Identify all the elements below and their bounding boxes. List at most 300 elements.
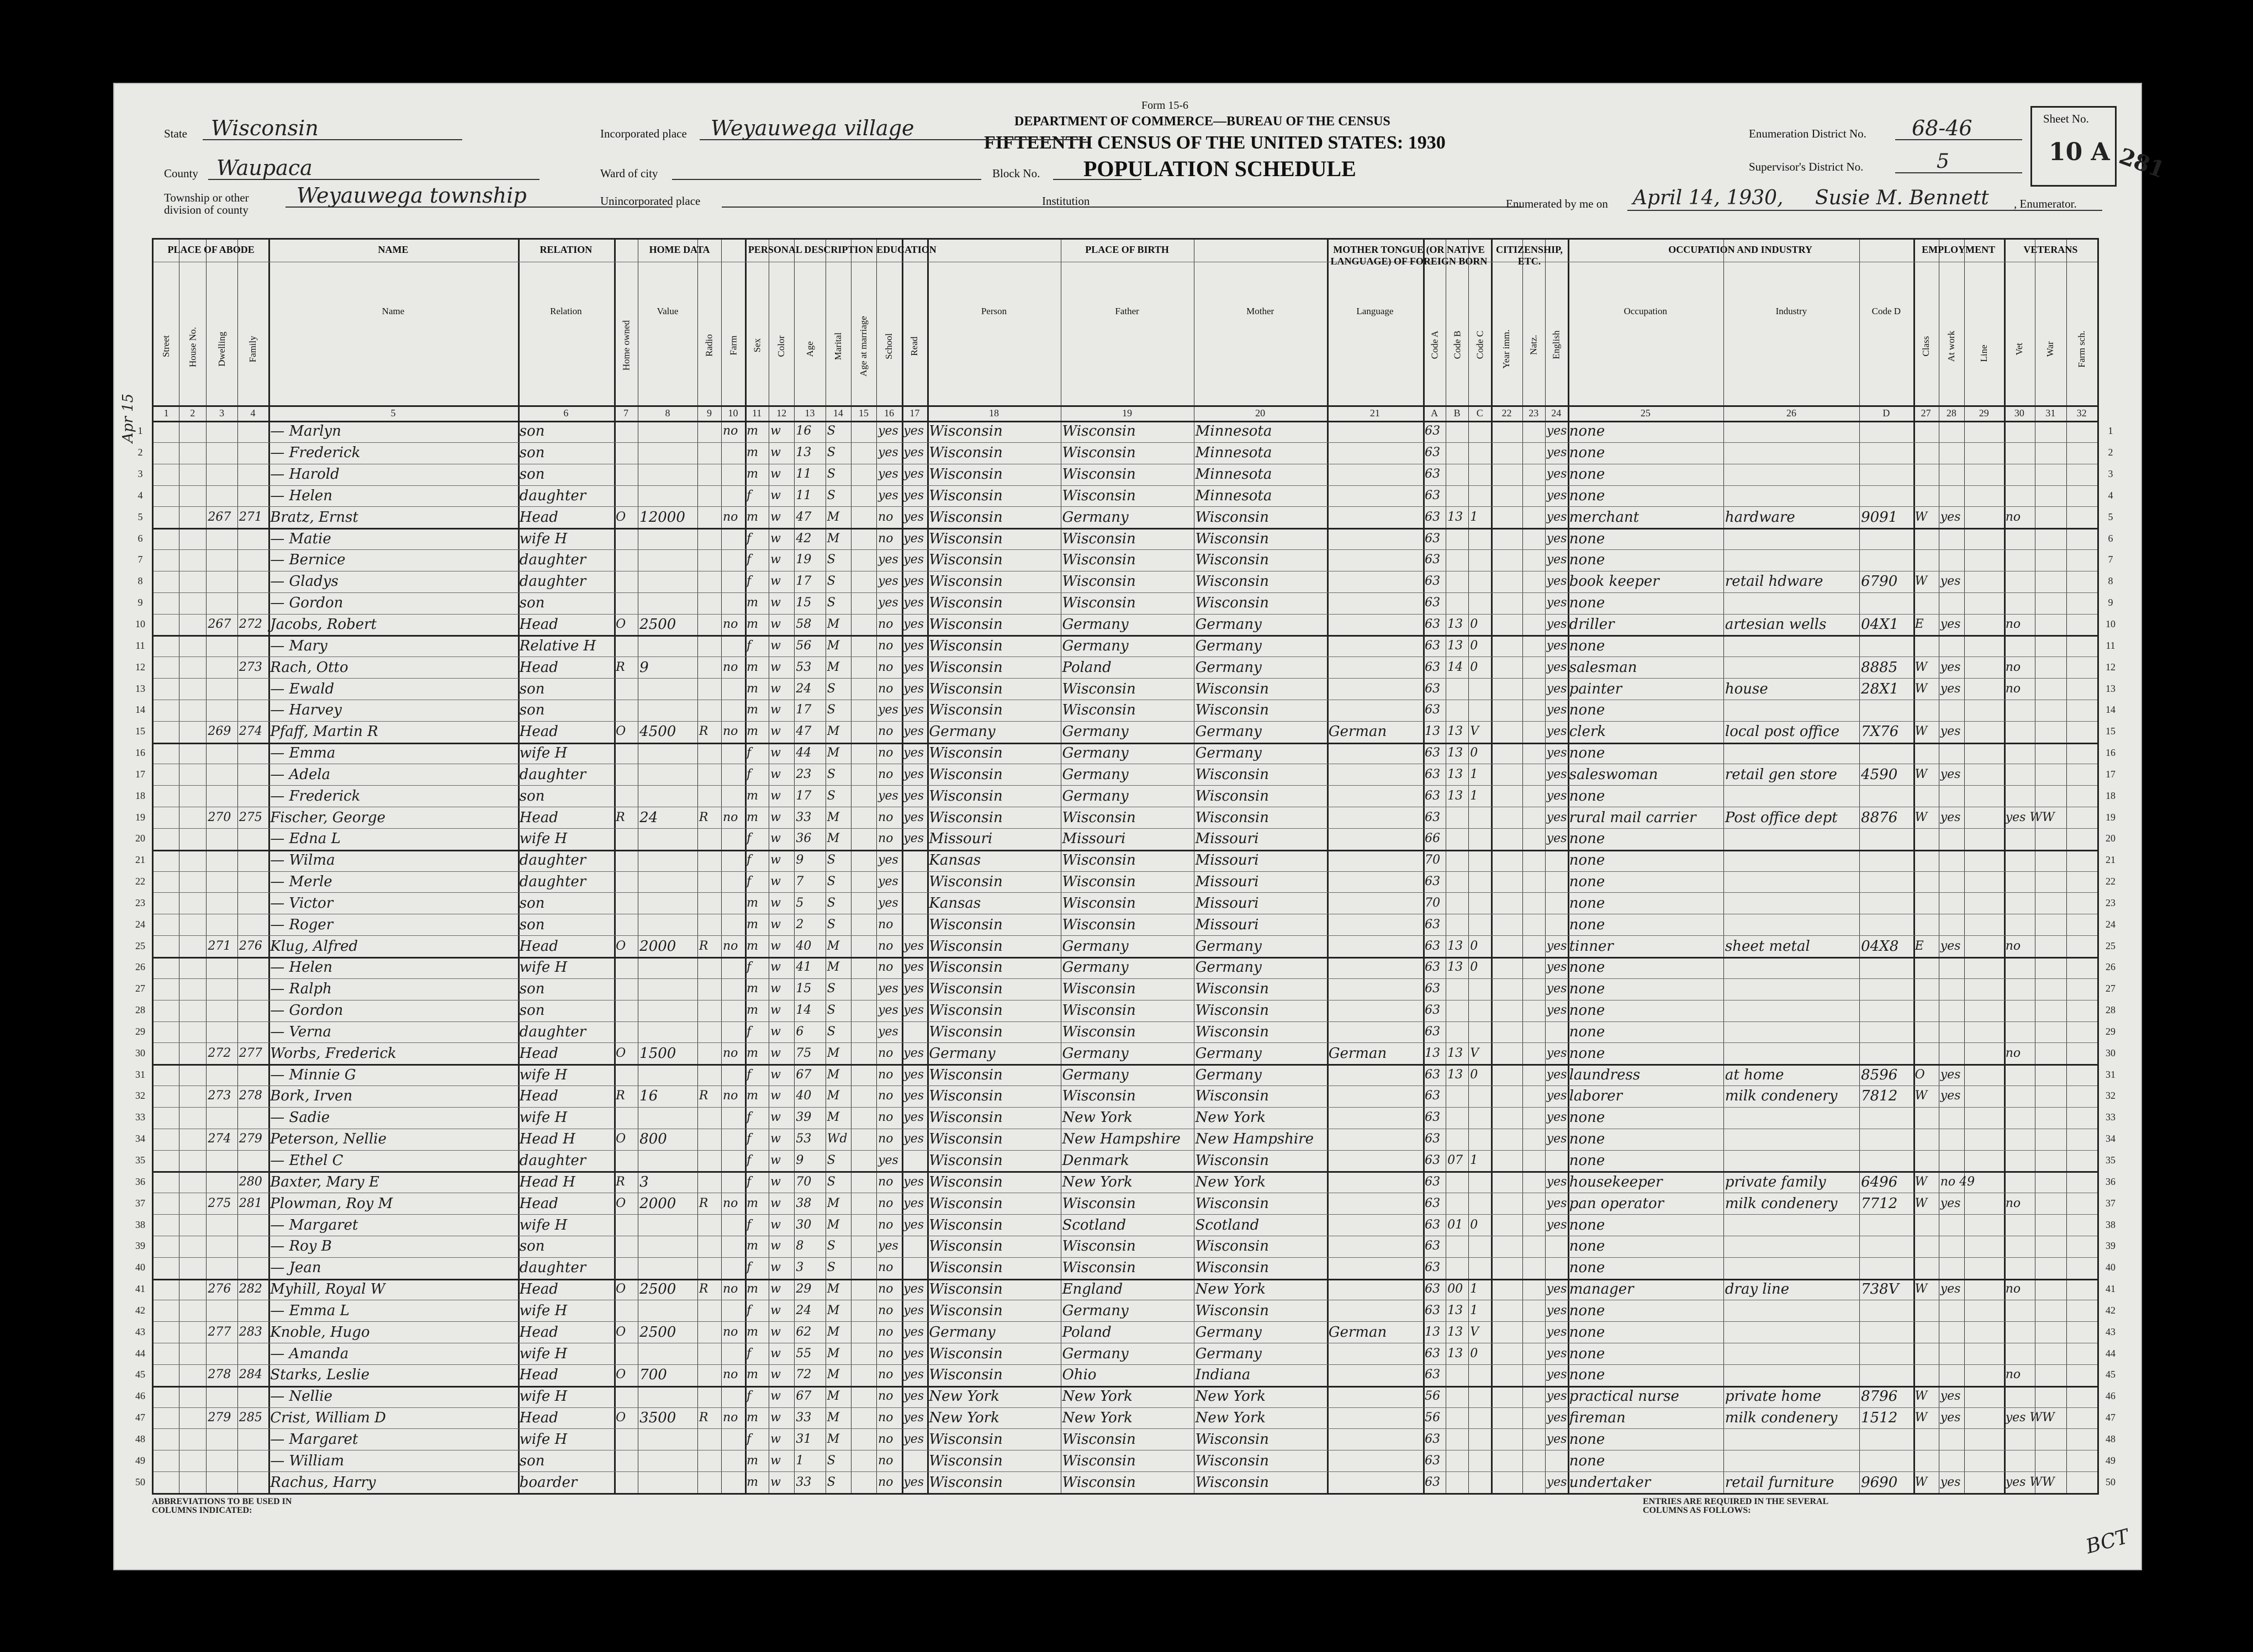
cell-sch: yes	[878, 1153, 898, 1167]
cell-ca: 63	[1425, 939, 1441, 953]
cell-age: 2	[796, 917, 804, 931]
cell-color: w	[770, 1432, 781, 1446]
cell-mbp: Missouri	[1195, 916, 1259, 933]
cell-bp: Germany	[929, 1323, 996, 1341]
cell-sch: no	[878, 767, 893, 781]
cell-occ: practical nurse	[1569, 1388, 1679, 1405]
cell-fam: 271	[239, 510, 262, 524]
cell-age: 47	[796, 724, 812, 739]
column-number: 10	[728, 407, 738, 419]
cell-mbp: Germany	[1195, 938, 1262, 955]
cell-name: — Ewald	[270, 680, 335, 697]
cell-cb: 13	[1447, 939, 1463, 953]
cell-occ: fireman	[1569, 1410, 1626, 1427]
cell-bp: Wisconsin	[929, 1345, 1003, 1362]
column-header: House No.	[187, 327, 198, 367]
line-number: 33	[2106, 1111, 2116, 1123]
cell-cb: 13	[1447, 1046, 1463, 1060]
cell-name: — Emma L	[270, 1302, 350, 1319]
cell-sch: no	[878, 1325, 893, 1339]
cell-age: 3	[796, 1261, 804, 1275]
line-number: 27	[2106, 983, 2116, 994]
column-header: Dwelling	[216, 331, 227, 367]
cell-age: 17	[796, 574, 812, 589]
cell-age: 7	[796, 875, 804, 889]
margin-note: Apr 15	[120, 393, 136, 443]
cell-lang: German	[1328, 1045, 1387, 1062]
cell-color: w	[770, 832, 781, 846]
cell-read: yes	[903, 467, 924, 481]
cell-name: Fischer, George	[270, 809, 386, 826]
column-header: Name	[382, 306, 405, 316]
cell-read: yes	[903, 703, 924, 717]
column-divider	[206, 240, 207, 1493]
cell-fbp: Missouri	[1062, 830, 1126, 848]
cell-bp: Wisconsin	[929, 1195, 1003, 1212]
form-number: Form 15-6	[1141, 99, 1188, 112]
cell-mar: Wd	[827, 1132, 848, 1146]
cell-occ: undertaker	[1569, 1474, 1651, 1491]
column-divider	[1859, 240, 1860, 1493]
cell-rel: wife H	[519, 1109, 568, 1126]
cell-bp: Wisconsin	[929, 873, 1003, 891]
cell-read: yes	[903, 531, 924, 546]
cell-eng: yes	[1546, 1067, 1567, 1082]
cell-read: yes	[903, 788, 924, 803]
column-header: English	[1551, 330, 1562, 359]
cell-dw: 278	[208, 1368, 231, 1382]
cell-name: — Roger	[270, 916, 334, 933]
abbreviations-title: ABBREVIATIONS TO BE USED IN COLUMNS INDICATED:	[152, 1497, 292, 1515]
cell-ca: 63	[1425, 681, 1441, 696]
cell-mbp: Germany	[1195, 959, 1262, 976]
row-divider	[154, 1214, 2097, 1215]
cell-val: 24	[639, 809, 658, 826]
column-divider	[851, 240, 852, 1493]
cell-bp: Wisconsin	[929, 1002, 1003, 1019]
cell-ca: 63	[1425, 1217, 1441, 1232]
cell-color: w	[770, 1303, 781, 1317]
line-number: 2	[137, 447, 143, 458]
cell-mbp: Germany	[1195, 659, 1262, 676]
cell-fbp: Wisconsin	[1062, 595, 1136, 612]
cell-work: no 49	[1940, 1174, 1975, 1189]
cell-work: yes	[1940, 1389, 1961, 1404]
cell-name: Peterson, Nellie	[270, 1131, 387, 1148]
cell-age: 53	[796, 660, 812, 674]
cell-sex: m	[747, 724, 758, 739]
group-header: NAME	[378, 244, 409, 255]
cell-mar: S	[827, 703, 835, 717]
line-number: 1	[2108, 425, 2113, 437]
cell-name: — Nellie	[270, 1388, 332, 1405]
cell-val: 4500	[639, 723, 676, 740]
cell-fam: 280	[239, 1174, 262, 1189]
cell-val: 16	[639, 1088, 658, 1105]
cell-sex: m	[747, 1003, 758, 1018]
line-number: 9	[137, 597, 143, 608]
line-number: 35	[135, 1154, 145, 1166]
cell-age: 39	[796, 1110, 812, 1125]
group-header: VETERANS	[2023, 244, 2078, 255]
line-number: 4	[2108, 489, 2113, 501]
cell-eng: yes	[1546, 467, 1567, 481]
line-number: 48	[2106, 1433, 2116, 1444]
line-number: 11	[2106, 639, 2116, 651]
cell-vet: no	[2005, 617, 2021, 631]
cell-eng: yes	[1546, 767, 1567, 781]
cell-sch: yes	[878, 488, 898, 502]
cell-occ: none	[1569, 1302, 1605, 1319]
county-value: Waupaca	[216, 156, 313, 180]
line-number: 38	[135, 1219, 145, 1230]
cell-mar: M	[827, 1110, 840, 1125]
column-number: 26	[1786, 407, 1796, 419]
cell-cls: W	[1914, 1411, 1928, 1425]
cell-rel: son	[519, 702, 545, 719]
cell-mar: M	[827, 1346, 840, 1360]
cell-read: yes	[903, 1368, 924, 1382]
row-divider	[154, 892, 2097, 893]
cell-age: 47	[796, 510, 812, 524]
cell-cc: V	[1470, 724, 1479, 739]
column-header: Marital	[832, 332, 843, 361]
cell-mar: S	[827, 982, 835, 996]
cell-bp: Wisconsin	[929, 573, 1003, 590]
cell-sex: f	[747, 553, 752, 567]
line-number: 3	[2108, 468, 2113, 480]
cell-age: 33	[796, 810, 812, 824]
cell-fbp: Germany	[1062, 1345, 1129, 1362]
cell-name: — Jean	[270, 1259, 321, 1277]
cell-mbp: New York	[1195, 1281, 1266, 1298]
cell-mar: S	[827, 596, 835, 610]
column-divider	[2066, 240, 2067, 1493]
cell-fbp: Germany	[1062, 1302, 1129, 1319]
cell-ca: 63	[1425, 917, 1441, 931]
cell-mar: S	[827, 896, 835, 910]
cell-ca: 13	[1425, 1325, 1441, 1339]
cell-occ: none	[1569, 1152, 1605, 1169]
cell-color: w	[770, 660, 781, 674]
cell-sex: f	[747, 853, 752, 867]
cell-ca: 63	[1425, 810, 1441, 824]
cell-sex: f	[747, 1261, 752, 1275]
cell-rel: daughter	[519, 1259, 586, 1277]
cell-work: yes	[1940, 1196, 1961, 1210]
cell-fbp: Wisconsin	[1062, 1259, 1136, 1277]
cell-cc: 0	[1470, 746, 1478, 760]
cell-own: O	[616, 1046, 626, 1060]
column-header: School	[884, 333, 895, 359]
cell-eng: yes	[1546, 574, 1567, 589]
cell-fbp: Wisconsin	[1062, 1002, 1136, 1019]
cell-read: yes	[903, 424, 924, 438]
cell-fam: 285	[239, 1411, 262, 1425]
line-number: 13	[135, 682, 145, 694]
cell-occ: none	[1569, 702, 1605, 719]
cell-val: 700	[639, 1367, 667, 1384]
cell-name: — Frederick	[270, 444, 361, 462]
line-number: 6	[2108, 532, 2113, 544]
line-number: 37	[135, 1197, 145, 1209]
column-number: 31	[2045, 407, 2056, 419]
line-number: 7	[137, 554, 143, 565]
cell-mbp: New York	[1195, 1173, 1266, 1190]
cell-read: yes	[903, 1067, 924, 1082]
cell-color: w	[770, 1475, 781, 1489]
cell-mar: S	[827, 1153, 835, 1167]
row-divider	[154, 1407, 2097, 1408]
column-header: Farm sch.	[2076, 330, 2087, 368]
cell-eng: yes	[1546, 982, 1567, 996]
cell-eng: yes	[1546, 724, 1567, 739]
group-header: OCCUPATION AND INDUSTRY	[1668, 244, 1812, 255]
cell-sex: f	[747, 1432, 752, 1446]
cell-work: yes	[1940, 1475, 1961, 1489]
cell-color: w	[770, 788, 781, 803]
cell-color: w	[770, 446, 781, 460]
column-header: Line	[1978, 345, 1989, 362]
cell-mar: S	[827, 1261, 835, 1275]
cell-fbp: Germany	[1062, 1045, 1129, 1062]
line-number: 17	[2106, 768, 2116, 780]
cell-ca: 63	[1425, 1089, 1441, 1103]
cell-read: yes	[903, 939, 924, 953]
line-number: 45	[135, 1369, 145, 1380]
cell-own: R	[616, 810, 625, 824]
group-header: CITIZENSHIP, ETC.	[1496, 244, 1563, 267]
cell-dw: 272	[208, 1046, 231, 1060]
line-number: 4	[137, 489, 143, 501]
cell-age: 33	[796, 1411, 812, 1425]
cell-ca: 63	[1425, 638, 1441, 653]
line-number: 38	[2106, 1219, 2116, 1230]
cell-bp: Wisconsin	[929, 466, 1003, 483]
column-divider	[1913, 240, 1915, 1493]
cell-mar: M	[827, 1282, 840, 1296]
cell-name: Baxter, Mary E	[270, 1173, 379, 1190]
cell-dw: 277	[208, 1325, 231, 1339]
cell-sex: m	[747, 1282, 758, 1296]
cell-work: yes	[1940, 510, 1961, 524]
cell-eng: yes	[1546, 660, 1567, 674]
cell-rel: daughter	[519, 487, 586, 504]
line-number: 5	[137, 511, 143, 522]
cell-age: 38	[796, 1196, 812, 1210]
cell-color: w	[770, 1110, 781, 1125]
column-divider	[614, 240, 616, 1493]
column-header: Occupation	[1623, 306, 1667, 316]
line-number: 5	[2108, 511, 2113, 522]
row-divider	[154, 1150, 2097, 1151]
cell-farm: no	[722, 1325, 738, 1339]
cell-occ: none	[1569, 1238, 1605, 1255]
cell-read: yes	[903, 510, 924, 524]
cell-cc: 1	[1470, 767, 1478, 781]
cell-cd: 6790	[1861, 573, 1898, 590]
cell-occ: saleswoman	[1569, 766, 1658, 783]
cell-age: 58	[796, 617, 812, 631]
cell-vet: no	[2005, 939, 2021, 953]
group-header: MOTHER TONGUE (OR NATIVE LANGUAGE) OF FOREIGN BORN	[1330, 244, 1488, 267]
cell-mar: M	[827, 617, 840, 631]
cell-mbp: Wisconsin	[1195, 509, 1269, 526]
cell-dw: 279	[208, 1411, 231, 1425]
line-number: 43	[2106, 1326, 2116, 1337]
cell-age: 9	[796, 1153, 804, 1167]
cell-name: — Bernice	[270, 552, 346, 569]
line-number: 39	[2106, 1240, 2116, 1252]
line-number: 42	[2106, 1304, 2116, 1316]
cell-sex: m	[747, 424, 758, 438]
cell-mar: M	[827, 746, 840, 760]
cell-occ: none	[1569, 1045, 1605, 1062]
cell-mbp: Germany	[1195, 637, 1262, 654]
cell-fbp: New York	[1062, 1173, 1133, 1190]
line-number: 20	[2106, 833, 2116, 844]
cell-read: yes	[903, 1282, 924, 1296]
cell-radio: R	[699, 1411, 708, 1425]
cell-val: 2000	[639, 938, 676, 955]
column-number: 2	[190, 407, 195, 419]
cell-radio: R	[699, 724, 708, 739]
cell-sch: no	[878, 746, 893, 760]
cell-rel: wife H	[519, 1431, 568, 1448]
cell-cc: V	[1470, 1046, 1479, 1060]
cell-own: O	[616, 1325, 626, 1339]
cell-sex: m	[747, 788, 758, 803]
cell-occ: manager	[1569, 1281, 1634, 1298]
cell-bp: Wisconsin	[929, 1023, 1003, 1040]
cell-radio: R	[699, 1196, 708, 1210]
cell-rel: Head	[519, 938, 558, 955]
cell-fbp: Wisconsin	[1062, 680, 1136, 697]
cell-rel: Head	[519, 1323, 558, 1341]
cell-sch: no	[878, 681, 893, 696]
cell-mar: M	[827, 531, 840, 546]
line-number: 1	[137, 425, 143, 437]
cell-eng: yes	[1546, 960, 1567, 975]
cell-fbp: New York	[1062, 1410, 1133, 1427]
row-divider	[154, 1042, 2097, 1043]
cell-rel: daughter	[519, 873, 586, 891]
cell-eng: yes	[1546, 681, 1567, 696]
line-number: 31	[135, 1068, 145, 1080]
cell-color: w	[770, 703, 781, 717]
cell-fbp: Wisconsin	[1062, 573, 1136, 590]
cell-age: 24	[796, 1303, 812, 1317]
column-header: Code A	[1429, 330, 1440, 359]
cell-rel: daughter	[519, 573, 586, 590]
cell-own: O	[616, 724, 626, 739]
cell-eng: yes	[1546, 1475, 1567, 1489]
column-header: Color	[776, 335, 787, 357]
cell-cb: 13	[1447, 1067, 1463, 1082]
cell-fbp: Poland	[1062, 659, 1112, 676]
cell-vet: yes WW	[2005, 1411, 2055, 1425]
cell-cls: E	[1914, 939, 1924, 953]
cell-color: w	[770, 596, 781, 610]
cell-age: 56	[796, 638, 812, 653]
cell-mar: S	[827, 1024, 835, 1039]
cell-bp: Wisconsin	[929, 1431, 1003, 1448]
cell-bp: New York	[929, 1388, 999, 1405]
column-divider	[721, 240, 722, 1493]
cell-mar: M	[827, 1196, 840, 1210]
cell-ca: 63	[1425, 596, 1441, 610]
cell-mar: S	[827, 574, 835, 589]
cell-ca: 63	[1425, 488, 1441, 502]
cell-rel: wife H	[519, 1302, 568, 1319]
cell-mar: S	[827, 424, 835, 438]
cell-mar: S	[827, 917, 835, 931]
cell-age: 62	[796, 1325, 812, 1339]
cell-mbp: Germany	[1195, 1066, 1262, 1083]
line-number: 23	[135, 897, 145, 908]
cell-name: — Ralph	[270, 981, 332, 998]
cell-sex: m	[747, 1089, 758, 1103]
group-header: EDUCATION	[876, 244, 937, 255]
group-header: PERSONAL DESCRIPTION	[748, 244, 874, 255]
cell-bp: Wisconsin	[929, 1216, 1003, 1233]
line-number: 11	[135, 639, 145, 651]
cell-ca: 63	[1425, 746, 1441, 760]
row-divider	[154, 1471, 2097, 1472]
cell-rel: wife H	[519, 1216, 568, 1233]
cell-lang: German	[1328, 1323, 1387, 1341]
cell-mbp: Germany	[1195, 1045, 1262, 1062]
cell-mar: M	[827, 1325, 840, 1339]
cell-rel: son	[519, 981, 545, 998]
cell-own: O	[616, 1411, 626, 1425]
cell-sch: yes	[878, 446, 898, 460]
cell-ind: retail furniture	[1725, 1474, 1834, 1491]
cell-read: yes	[903, 446, 924, 460]
cell-name: — Harold	[270, 466, 340, 483]
cell-fbp: Wisconsin	[1062, 702, 1136, 719]
cell-rel: daughter	[519, 1152, 586, 1169]
column-header: Farm	[727, 335, 738, 356]
cell-name: Klug, Alfred	[270, 938, 358, 955]
department-title: DEPARTMENT OF COMMERCE—BUREAU OF THE CENSUS	[1014, 114, 1390, 129]
cell-sex: f	[747, 531, 752, 546]
cell-work: yes	[1940, 1282, 1961, 1296]
cell-eng: yes	[1546, 939, 1567, 953]
cell-cb: 13	[1447, 746, 1463, 760]
column-number: 6	[563, 407, 569, 419]
cell-read: yes	[903, 1132, 924, 1146]
cell-color: w	[770, 467, 781, 481]
cell-mbp: Wisconsin	[1195, 1302, 1269, 1319]
cell-dw: 273	[208, 1089, 231, 1103]
cell-read: yes	[903, 1303, 924, 1317]
cell-fbp: Wisconsin	[1062, 1431, 1136, 1448]
cell-occ: none	[1569, 1452, 1605, 1469]
cell-farm: no	[722, 1046, 738, 1060]
column-number: 32	[2076, 407, 2087, 419]
enumerated-label: Enumerated by me on	[1506, 197, 1608, 210]
cell-occ: none	[1569, 1109, 1605, 1126]
cell-eng: yes	[1546, 1368, 1567, 1382]
cell-name: — Frederick	[270, 787, 361, 804]
cell-bp: Wisconsin	[929, 1109, 1003, 1126]
cell-rel: son	[519, 787, 545, 804]
cell-fbp: New York	[1062, 1109, 1133, 1126]
column-number: 18	[988, 407, 999, 419]
cell-val: 3	[639, 1173, 649, 1190]
cell-cc: 0	[1470, 960, 1478, 975]
